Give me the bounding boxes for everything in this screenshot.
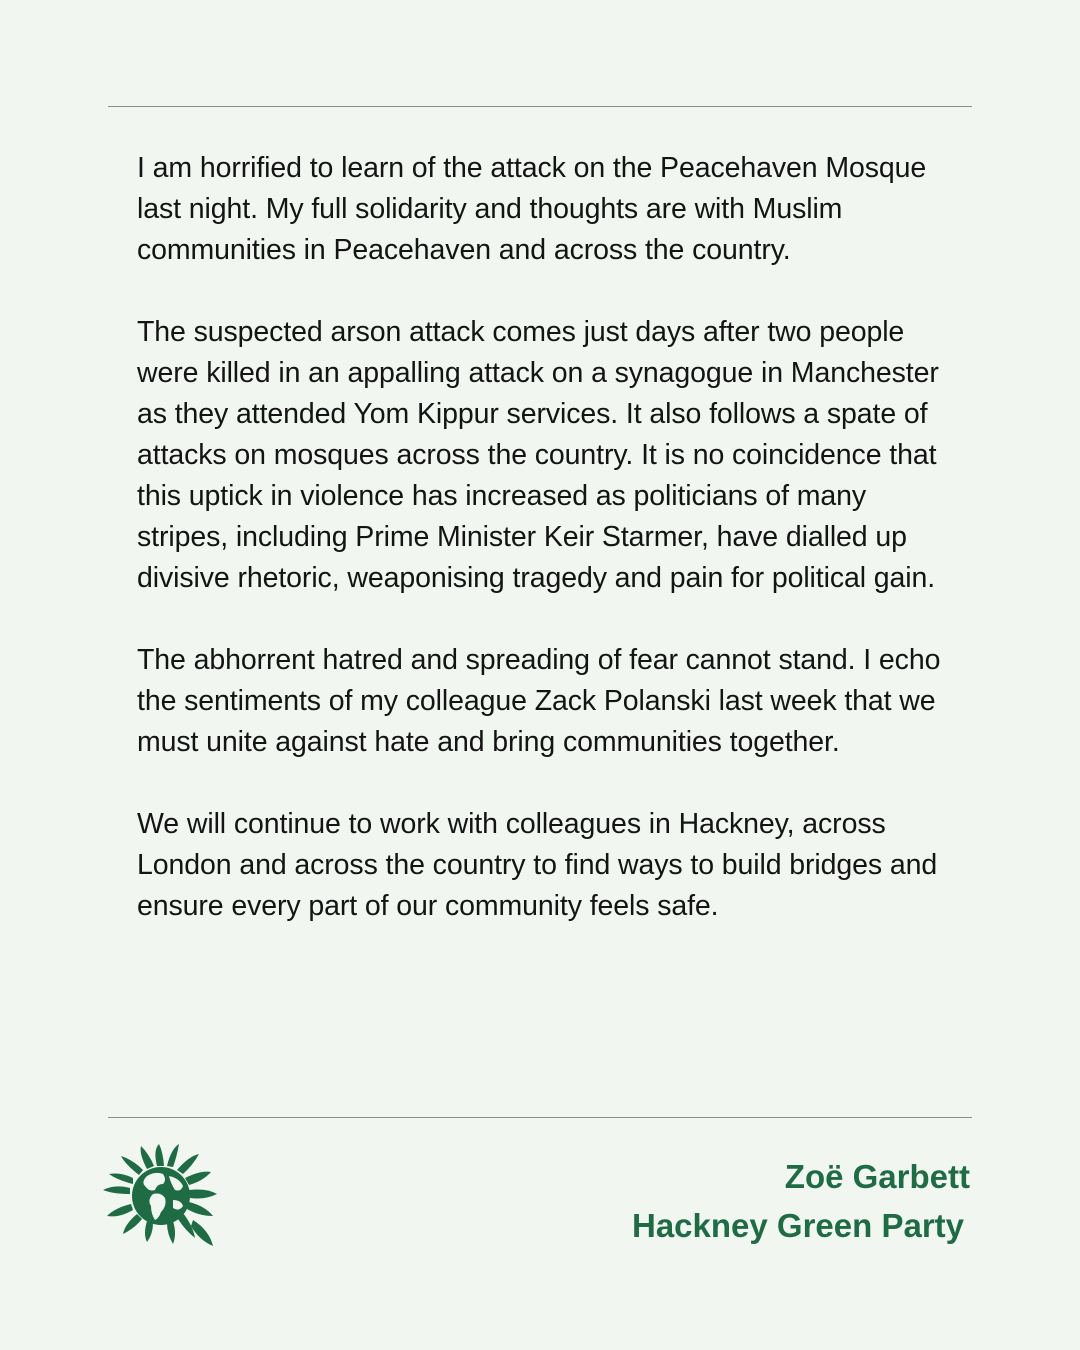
bottom-divider <box>108 1117 972 1118</box>
signatory-organisation: Hackney Green Party <box>631 1207 964 1244</box>
statement-paragraph-3: The abhorrent hatred and spreading of fear cannot stand. I echo the sentiments of my colleague Zack Polanski last week that we must unite against hate and bring communities together. <box>137 644 941 758</box>
top-divider <box>108 106 972 107</box>
green-party-globe-sunflower-icon <box>100 1143 225 1248</box>
statement-paragraph-4: We will continue to work with colleagues in Hackney, across London and across the country to find ways to build bridges and ensure every part of our community feels safe. <box>137 808 938 922</box>
signatory-name: Zoë Garbett <box>784 1158 970 1195</box>
statement-paragraph-1: I am horrified to learn of the attack on the Peacehaven Mosque last night. My full solidarity and thoughts are with Muslim communities in Peacehaven and across the country. <box>137 152 927 266</box>
green-party-logo <box>100 1143 225 1248</box>
statement-paragraph-2: The suspected arson attack comes just days after two people were killed in an appalling attack on a synagogue in Manchester as they attended Yom Kippur services. It also follows a spate of attacks on mosques across the country. It is no coincidence that this uptick in violence has increased as politicians of many stripes, including Prime Minister Keir Starmer, have dialled up divisive rhetoric, weaponising tragedy and pain for political gain. <box>137 316 939 594</box>
signature-block <box>632 1152 970 1250</box>
statement-body <box>137 148 947 927</box>
